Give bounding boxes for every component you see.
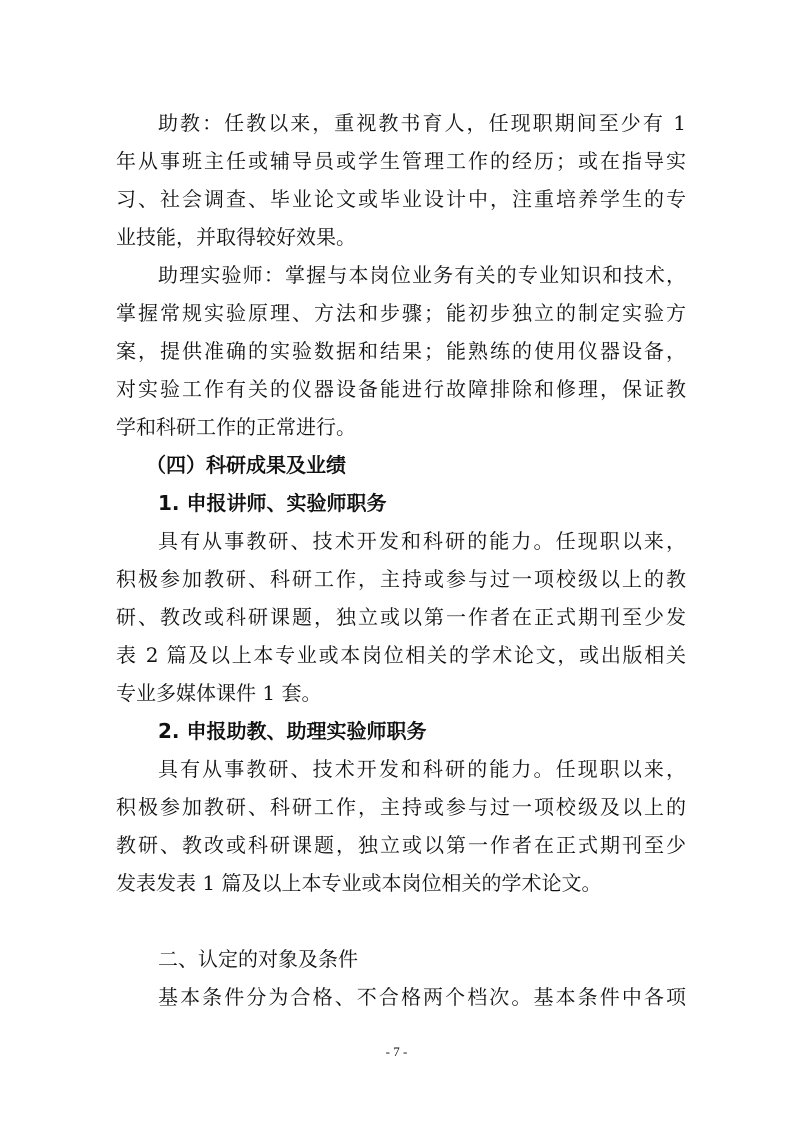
sub1-body-line-2: 积极参加教研、科研工作，主持或参与过一项校级以上的教 — [116, 567, 686, 591]
section-four-heading: （四）科研成果及业绩 — [146, 453, 346, 477]
para-assistant-lab-line-5: 学和科研工作的正常进行。 — [116, 415, 356, 439]
para-assistant-teacher-line-2: 年从事班主任或辅导员或学生管理工作的经历；或在指导实 — [116, 149, 686, 173]
sub2-body-line-2: 积极参加教研、科研工作，主持或参与过一项校级及以上的 — [116, 795, 686, 819]
page-number: - 7 - — [385, 1044, 408, 1059]
para-assistant-teacher-line-1: 助教：任教以来，重视教书育人，任现职期间至少有 1 — [158, 111, 686, 135]
sub1-body-line-4: 表 2 篇及以上本专业或本岗位相关的学术论文，或出版相关 — [116, 643, 686, 667]
section-two-heading: 二、认定的对象及条件 — [158, 947, 358, 971]
sub2-body-line-4: 发表发表 1 篇及以上本专业或本岗位相关的学术论文。 — [116, 871, 602, 895]
para-assistant-lab-line-1: 助理实验师：掌握与本岗位业务有关的专业知识和技术， — [158, 263, 686, 287]
para-assistant-lab-line-3: 案，提供准确的实验数据和结果；能熟练的使用仪器设备， — [116, 339, 686, 363]
para-assistant-teacher-line-3: 习、社会调查、毕业论文或毕业设计中，注重培养学生的专 — [116, 187, 686, 211]
sub1-body-line-1: 具有从事教研、技术开发和科研的能力。任现职以来， — [158, 529, 686, 553]
sub2-body-line-3: 教研、教改或科研课题，独立或以第一作者在正式期刊至少 — [116, 833, 686, 857]
sub1-heading: 1. 申报讲师、实验师职务 — [158, 491, 387, 515]
sub2-body-line-1: 具有从事教研、技术开发和科研的能力。任现职以来， — [158, 757, 686, 781]
sub2-heading: 2. 申报助教、助理实验师职务 — [158, 719, 427, 743]
section-two-body-line-1: 基本条件分为合格、不合格两个档次。基本条件中各项 — [158, 985, 686, 1009]
para-assistant-lab-line-2: 掌握常规实验原理、方法和步骤；能初步独立的制定实验方 — [116, 301, 686, 325]
para-assistant-lab-line-4: 对实验工作有关的仪器设备能进行故障排除和修理，保证教 — [116, 377, 686, 401]
sub1-body-line-5: 专业多媒体课件 1 套。 — [116, 681, 322, 705]
para-assistant-teacher-line-4: 业技能，并取得较好效果。 — [116, 225, 356, 249]
sub1-body-line-3: 研、教改或科研课题，独立或以第一作者在正式期刊至少发 — [116, 605, 686, 629]
